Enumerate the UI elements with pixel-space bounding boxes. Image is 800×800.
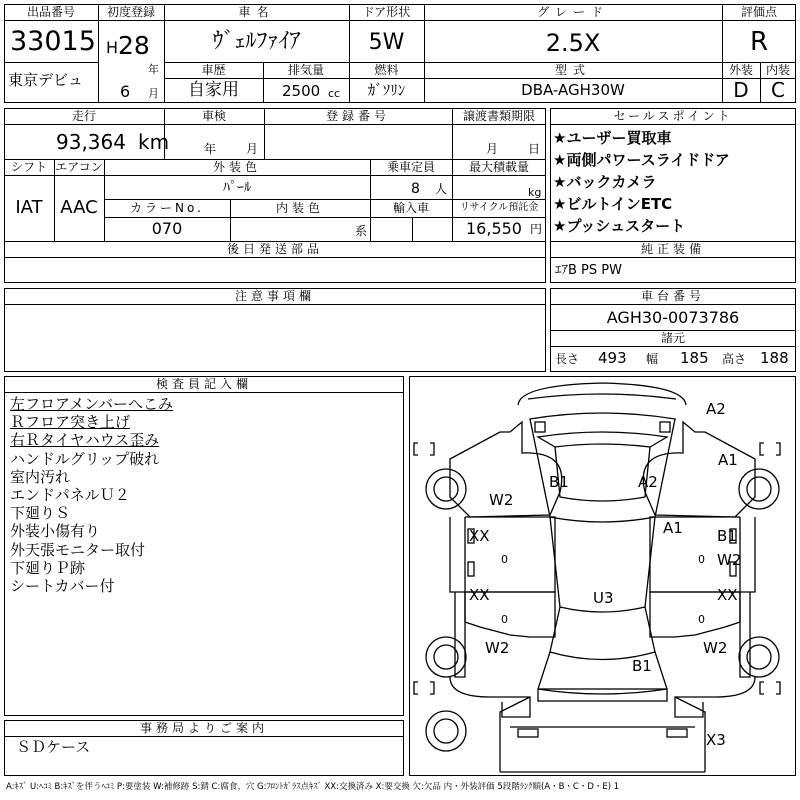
score: R [749,27,769,57]
month-unit: 月 [148,87,159,100]
inspector-note-line: 下廻りＰ跡 [10,558,86,577]
chassis-label: 車台番号 [640,289,705,303]
capacity-label: 乗車定員 [386,160,435,174]
later-parts-label: 後日発送部品 [226,242,323,256]
exterior-label: 外装 [728,63,753,77]
inspection-month-unit: 月 [246,142,259,156]
damage-mark: B1 [549,473,569,491]
capacity: 8 [411,181,420,197]
reg-year: 28 [118,31,150,60]
damage-mark: XX [469,586,490,604]
inspector-note-line: Ｒフロア突き上げ [10,413,131,432]
era-letter: H [106,38,119,57]
interior-label: 内装 [765,63,790,77]
interior-score: C [771,78,785,102]
office-note: ＳＤケース [16,738,91,756]
transfer-month-unit: 月 [486,142,499,156]
color-no-label: カラーNo. [130,201,204,215]
length-label: 長さ [555,352,580,366]
damage-mark-small: 0 [501,553,508,566]
color-no: 070 [151,219,183,238]
displacement-unit: cc [328,87,341,100]
damage-mark: B1 [632,657,652,675]
transfer-label: 譲渡書類期限 [462,109,535,123]
reg-month: 6 [120,82,131,101]
lot-no-label: 出品番号 [26,5,75,19]
inspector-note-line: 下廻りＳ [10,504,71,523]
recycle-label: リサイクル預託金 [459,202,539,213]
selling-point: ★プッシュスタート [553,217,686,235]
dims-label: 諸元 [660,331,685,345]
fuel-label: 燃料 [374,63,399,77]
max-load-unit: kg [528,186,542,199]
displacement: 2500 [282,82,321,100]
displacement-label: 排気量 [287,63,324,77]
chassis-number: AGH30-0073786 [606,308,740,327]
damage-mark: A1 [718,451,738,469]
selling-point: ★ユーザー買取車 [553,129,672,147]
transfer-day-unit: 日 [528,142,541,156]
damage-mark: W2 [717,551,742,569]
capacity-unit: 人 [435,182,448,196]
inspector-note-line: シートカバー付 [10,577,115,595]
mileage-unit: km [138,130,170,154]
max-load-label: 最大積載量 [468,160,529,174]
reg-no-label: 登録番号 [325,109,390,123]
mileage: 93,364 [56,130,126,154]
inspector-note-line: エンドパネルＵ２ [10,486,130,504]
car-name-label: 車名 [238,5,275,19]
grade-label: グレード [536,5,609,19]
inspection-year-unit: 年 [204,142,217,156]
int-color-unit: 系 [355,224,368,238]
year-unit: 年 [148,63,159,76]
car-diagram [410,377,795,775]
ac: AAC [60,197,98,218]
recycle-unit: 円 [530,222,543,236]
int-color-label: 内装色 [275,201,324,215]
door-type: 5W [368,30,405,55]
ac-label: エアコン [55,160,103,174]
exterior-score: D [733,78,749,102]
selling-points-label: セールスポイント [613,109,733,123]
damage-mark: A1 [663,519,683,537]
damage-mark-small: 0 [501,613,508,626]
model: DBA-AGH30W [521,81,625,99]
selling-point: ★ビルトインETC [553,195,673,213]
score-label: 評価点 [740,5,777,19]
inspector-note-line: 左フロアメンバーへこみ [10,395,174,413]
inspector-note-line: 室内汚れ [10,467,71,486]
model-label: 型式 [554,63,591,77]
recycle: 16,550 [466,219,522,238]
ext-color: ﾊﾟｰﾙ [223,180,251,196]
inspector-label: 検査員記入欄 [155,377,252,391]
damage-mark: B1 [717,527,737,545]
history-label: 車歴 [201,63,226,77]
damage-mark: A2 [638,473,658,491]
equipment-label: 純正装備 [640,242,705,256]
equipment: ｴｱB PS PW [555,263,622,278]
mileage-label: 走行 [71,109,96,123]
ext-color-label: 外装色 [212,160,261,174]
width: 185 [680,349,709,367]
lot-no: 33015 [10,26,96,57]
venue: 東京デビュ [8,71,84,89]
length: 493 [598,349,627,367]
damage-mark-small: 0 [698,613,705,626]
notes-label: 注意事項欄 [234,289,315,303]
fuel: ｶﾞｿﾘﾝ [367,81,406,99]
car-name: ｳﾞｪﾙﾌｧｲｱ [212,29,301,54]
damage-mark: W2 [485,639,510,657]
damage-mark: XX [469,527,490,545]
damage-mark: A2 [706,400,726,418]
height-label: 高さ [722,352,747,366]
damage-mark: U3 [593,589,614,607]
grade: 2.5X [545,29,601,57]
width-label: 幅 [646,352,659,366]
shift: IAT [15,197,43,218]
inspector-note-line: 外天張モニター取付 [10,540,146,559]
first-reg-label: 初度登録 [106,5,155,19]
legend: A:ｷｽﾞ U:ﾍｺﾐ B:ｷｽﾞを伴うﾍｺﾐ P:要塗装 W:補修跡 S:錆 C:腐食、穴 G:ﾌﾛﾝﾄｶﾞﾗｽ点ｷｽﾞ XX:交換済み X:要交換 欠:欠品 内・外装評価 5段階ﾗﾝｸ順(A・B・C・D・E) 1 [6,782,620,792]
selling-point: ★バックカメラ [553,173,657,191]
office-label: 事務局よりご案内 [139,721,268,735]
history: 自家用 [188,80,239,100]
shift-label: シフト [10,160,47,174]
inspection-label: 車検 [201,109,226,123]
damage-mark: X3 [706,731,726,749]
damage-mark-small: 0 [698,553,705,566]
inspector-note-line: 外装小傷有り [10,522,101,541]
import-label: 輸入車 [392,201,429,215]
damage-mark: XX [717,586,738,604]
inspector-note-line: 右Ｒタイヤハウス歪み [10,431,160,450]
inspector-note-line: ハンドルグリップ破れ [10,449,160,468]
damage-diagram [409,376,796,776]
damage-mark: W2 [489,491,514,509]
selling-point: ★両側パワースライドドア [553,151,730,169]
height: 188 [760,349,789,367]
damage-mark: W2 [703,639,728,657]
door-label: ドア形状 [362,5,411,19]
